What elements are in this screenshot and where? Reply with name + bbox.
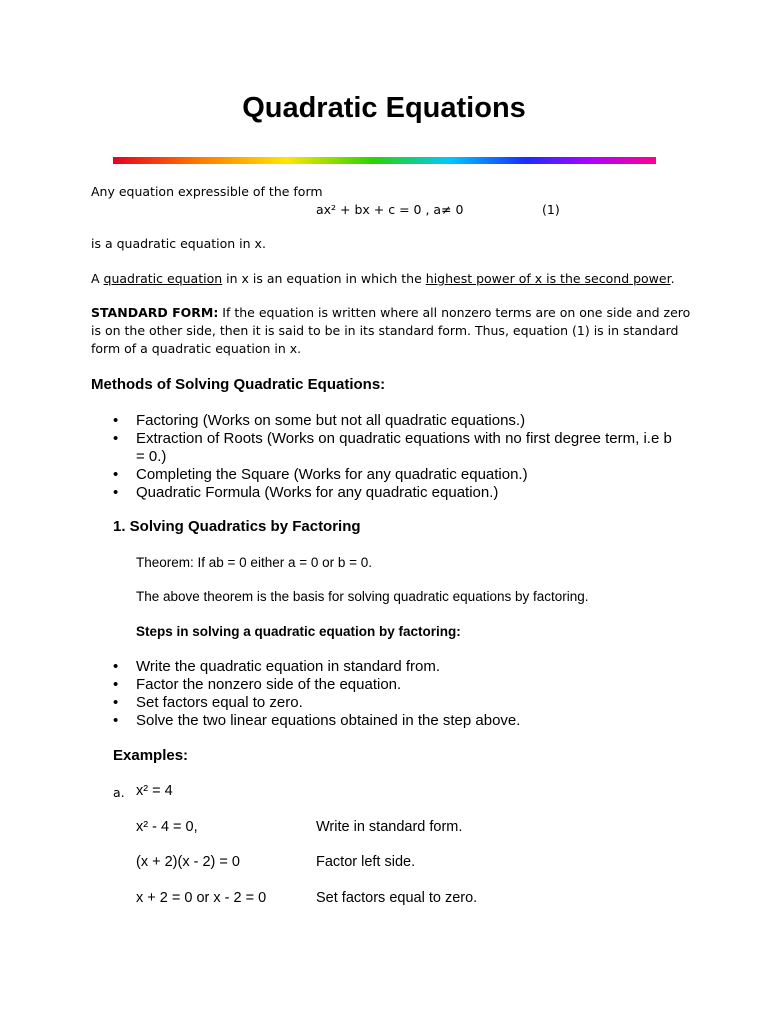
methods-item: • Factoring (Works on some but not all quadratic equations.) <box>110 412 680 430</box>
example-row-eq: (x + 2)(x - 2) = 0 <box>136 854 240 870</box>
example-row-note: Factor left side. <box>316 854 416 870</box>
standard-form-text: If the equation is written where all nonzero terms are on one side and zero is on the other side, then it is said to be in its standard form. Thus, equation (1) is in standard form of a quadratic equation in x. <box>91 305 691 356</box>
methods-item: • Completing the Square (Works for any quadratic equation.) <box>110 466 680 484</box>
definition-paragraph <box>91 271 675 286</box>
methods-item: • Quadratic Formula (Works for any quadratic equation.) <box>110 484 680 502</box>
formula-number: (1) <box>542 202 560 217</box>
standard-form-paragraph <box>91 304 691 358</box>
definition-part-3: . <box>670 271 675 286</box>
section-1-heading: 1. Solving Quadratics by Factoring <box>113 518 361 535</box>
quadratic-equation-link[interactable]: quadratic equation <box>103 271 223 286</box>
highest-power-link[interactable]: highest power of x is the second power <box>425 271 671 286</box>
intro-formula: ax² + bx + c = 0 , a≠ 0 <box>316 202 464 217</box>
example-row-note: Set factors equal to zero. <box>316 890 478 906</box>
rainbow-divider <box>113 157 656 164</box>
steps-item: • Factor the nonzero side of the equation. <box>110 676 680 694</box>
steps-heading: Steps in solving a quadratic equation by factoring: <box>136 624 461 639</box>
example-a-problem: x² = 4 <box>136 783 173 799</box>
examples-heading: Examples: <box>113 747 189 764</box>
definition-part-2: in x is an equation in which the <box>222 271 426 286</box>
steps-item: • Solve the two linear equations obtained in the step above. <box>110 712 680 730</box>
steps-item: • Write the quadratic equation in standard from. <box>110 658 680 676</box>
intro-line-1: Any equation expressible of the form <box>91 184 323 199</box>
methods-list <box>110 412 680 502</box>
definition-part-1: A <box>91 271 104 286</box>
methods-item: • Extraction of Roots (Works on quadratic equations with no first degree term, i.e b = 0.) <box>110 430 680 466</box>
steps-list <box>110 658 680 730</box>
example-row-eq: x + 2 = 0 or x - 2 = 0 <box>136 890 267 906</box>
page-title: Quadratic Equations <box>242 92 526 124</box>
theorem-text: Theorem: If ab = 0 either a = 0 or b = 0. <box>136 555 373 570</box>
example-row-note: Write in standard form. <box>316 819 463 835</box>
steps-item: • Set factors equal to zero. <box>110 694 680 712</box>
intro-line-2: is a quadratic equation in x. <box>91 236 266 251</box>
example-row-eq: x² - 4 = 0, <box>136 819 198 835</box>
basis-text: The above theorem is the basis for solving quadratic equations by factoring. <box>136 589 589 604</box>
methods-heading: Methods of Solving Quadratic Equations: <box>91 376 386 393</box>
example-a-label: a. <box>113 785 125 800</box>
standard-form-label: STANDARD FORM: <box>91 305 219 320</box>
